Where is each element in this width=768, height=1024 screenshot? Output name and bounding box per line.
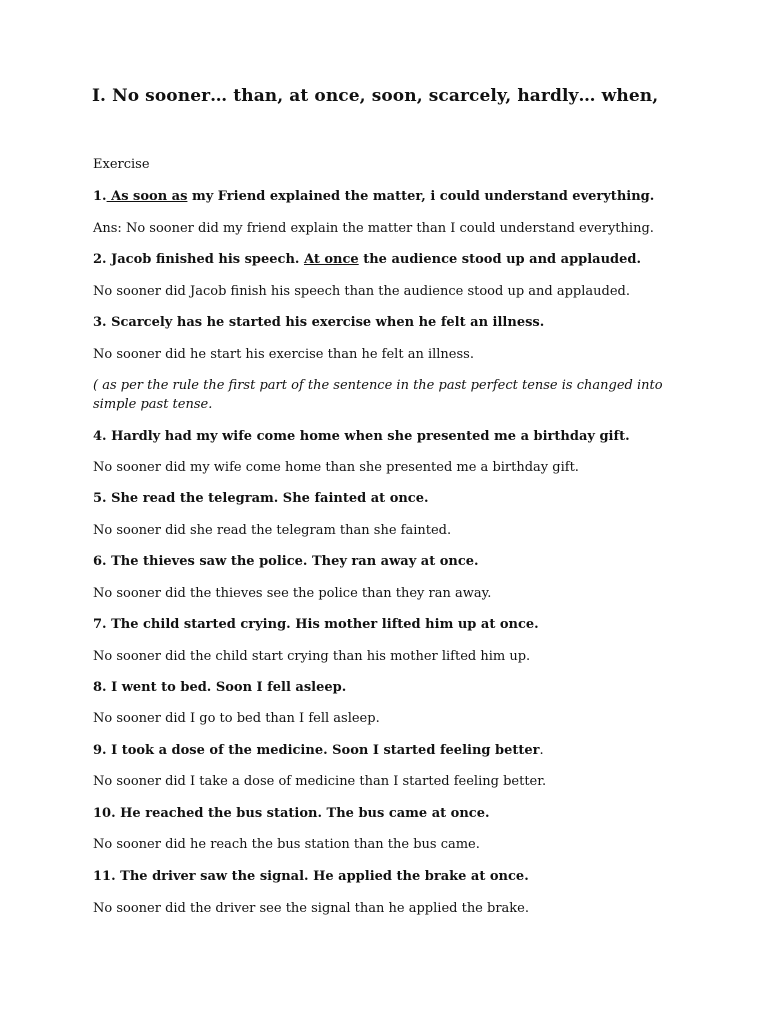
question-4 bbox=[93, 428, 630, 446]
page-title: I. No sooner… than, at once, soon, scarcely, hardly… when, bbox=[92, 86, 659, 106]
question-text: . bbox=[539, 743, 544, 758]
question-text: 2. Jacob finished his speech. bbox=[93, 252, 304, 267]
underlined-phrase: As soon as bbox=[106, 189, 188, 204]
question-text: 11. The driver saw the signal. He applied the brake at once. bbox=[93, 869, 529, 884]
question-2 bbox=[93, 251, 641, 269]
answer-9: No sooner did I take a dose of medicine than I started feeling better. bbox=[93, 774, 547, 789]
question-text: 4. Hardly had my wife come home when she presented me a birthday gift. bbox=[93, 429, 630, 444]
answer-2: No sooner did Jacob finish his speech than the audience stood up and applauded. bbox=[93, 284, 631, 299]
answer-4: No sooner did my wife come home than she presented me a birthday gift. bbox=[93, 460, 579, 475]
answer-6: No sooner did the thieves see the police than they ran away. bbox=[93, 586, 492, 601]
answer-3: No sooner did he start his exercise than he felt an illness. bbox=[93, 347, 474, 362]
question-text: 8. I went to bed. Soon I fell asleep. bbox=[93, 680, 347, 695]
answer-10: No sooner did he reach the bus station than the bus came. bbox=[93, 837, 480, 852]
question-text: 7. The child started crying. His mother lifted him up at once. bbox=[93, 617, 539, 632]
question-text: 5. She read the telegram. She fainted at once. bbox=[93, 491, 429, 506]
answer-5: No sooner did she read the telegram than she fainted. bbox=[93, 523, 452, 538]
question-3 bbox=[93, 314, 544, 332]
question-text: 10. He reached the bus station. The bus came at once. bbox=[93, 806, 490, 821]
question-text: 9. I took a dose of the medicine. Soon I started feeling better bbox=[93, 743, 540, 758]
question-9 bbox=[93, 742, 544, 760]
question-6 bbox=[93, 553, 479, 571]
question-text: the audience stood up and applauded. bbox=[358, 252, 642, 267]
answer-8: No sooner did I go to bed than I fell asleep. bbox=[93, 711, 380, 726]
question-10 bbox=[93, 805, 490, 823]
question-8 bbox=[93, 679, 346, 697]
answer-7: No sooner did the child start crying than his mother lifted him up. bbox=[93, 649, 531, 664]
question-text: 3. Scarcely has he started his exercise when he felt an illness. bbox=[93, 315, 545, 330]
answer-11: No sooner did the driver see the signal than he applied the brake. bbox=[93, 901, 530, 916]
underlined-phrase: At once bbox=[303, 252, 359, 267]
question-text: 1. bbox=[93, 189, 107, 204]
question-text: 6. The thieves saw the police. They ran away at once. bbox=[93, 554, 479, 569]
question-text: my Friend explained the matter, i could understand everything. bbox=[187, 189, 655, 204]
question-7 bbox=[93, 616, 539, 634]
question-1 bbox=[93, 188, 654, 206]
rule-note: ( as per the rule the first part of the sentence in the past perfect tense is changed into simple past tense. bbox=[93, 378, 663, 412]
question-11 bbox=[93, 868, 529, 886]
question-5 bbox=[93, 490, 429, 508]
answer-1: Ans: No sooner did my friend explain the matter than I could understand everything. bbox=[93, 221, 654, 236]
section-label: Exercise bbox=[93, 157, 150, 172]
